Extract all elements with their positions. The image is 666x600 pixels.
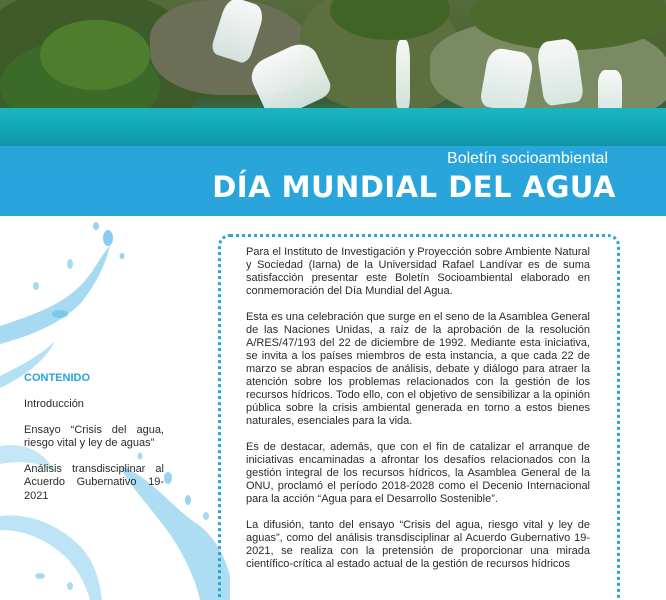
table-of-contents	[24, 372, 164, 515]
article-body	[246, 246, 590, 584]
contents-heading: CONTENIDO	[24, 372, 90, 384]
bulletin-subtitle: Boletín socioambiental	[447, 150, 608, 167]
contents-item-introduction[interactable]: Introducción	[24, 398, 84, 410]
page-title: DÍA MUNDIAL DEL AGUA	[212, 170, 616, 204]
paragraph: Es de destacar, además, que con el fin de catalizar el arranque de iniciativas encaminadas a afrontar los desafíos relacionados con la gestión integral de los recursos hídricos, la Asamblea General de la ONU, proclamó el período 2018-2028 como el Decenio Internacional para la acción “Agua para el Desarrollo Sostenible”.	[246, 441, 590, 505]
contents-item-essay[interactable]: Ensayo “Crisis del agua, riesgo vital y ley de aguas”	[24, 423, 164, 449]
hero-waterfall-image	[0, 0, 666, 146]
contents-item-analysis[interactable]: Análisis transdisciplinar al Acuerdo Gubernativo 19-2021	[24, 462, 164, 502]
paragraph: Para el Instituto de Investigación y Proyección sobre Ambiente Natural y Sociedad (Iarna) de la Universidad Rafael Landívar es de suma satisfacción presentar este Boletín Socioambiental elaborado en conmemoración del Día Mundial del Agua.	[246, 246, 590, 297]
paragraph: La difusión, tanto del ensayo “Crisis del agua, riesgo vital y ley de aguas”, como del análisis transdisciplinar al Acuerdo Gubernativo 19-2021, se realiza con la pretensión de proporcionar una mirada científico-crítica al estado actual de la gestión de recursos hídricos	[246, 519, 590, 570]
paragraph: Esta es una celebración que surge en el seno de la Asamblea General de las Naciones Unidas, a raíz de la aprobación de la resolución A/RES/47/193 del 22 de diciembre de 1992. Mediante esta iniciativa, se invita a los países miembros de esta instancia, a que cada 22 de marzo se abran espacios de análisis, debate y diálogo para atraer la atención sobre los problemas relacionados con la gestión de los recursos hídricos. Todo ello, con el objetivo de sensibilizar a la opinión pública sobre la crisis ambiental generada en torno a estos bienes naturales, esenciales para la vida.	[246, 311, 590, 427]
title-band	[0, 146, 666, 216]
